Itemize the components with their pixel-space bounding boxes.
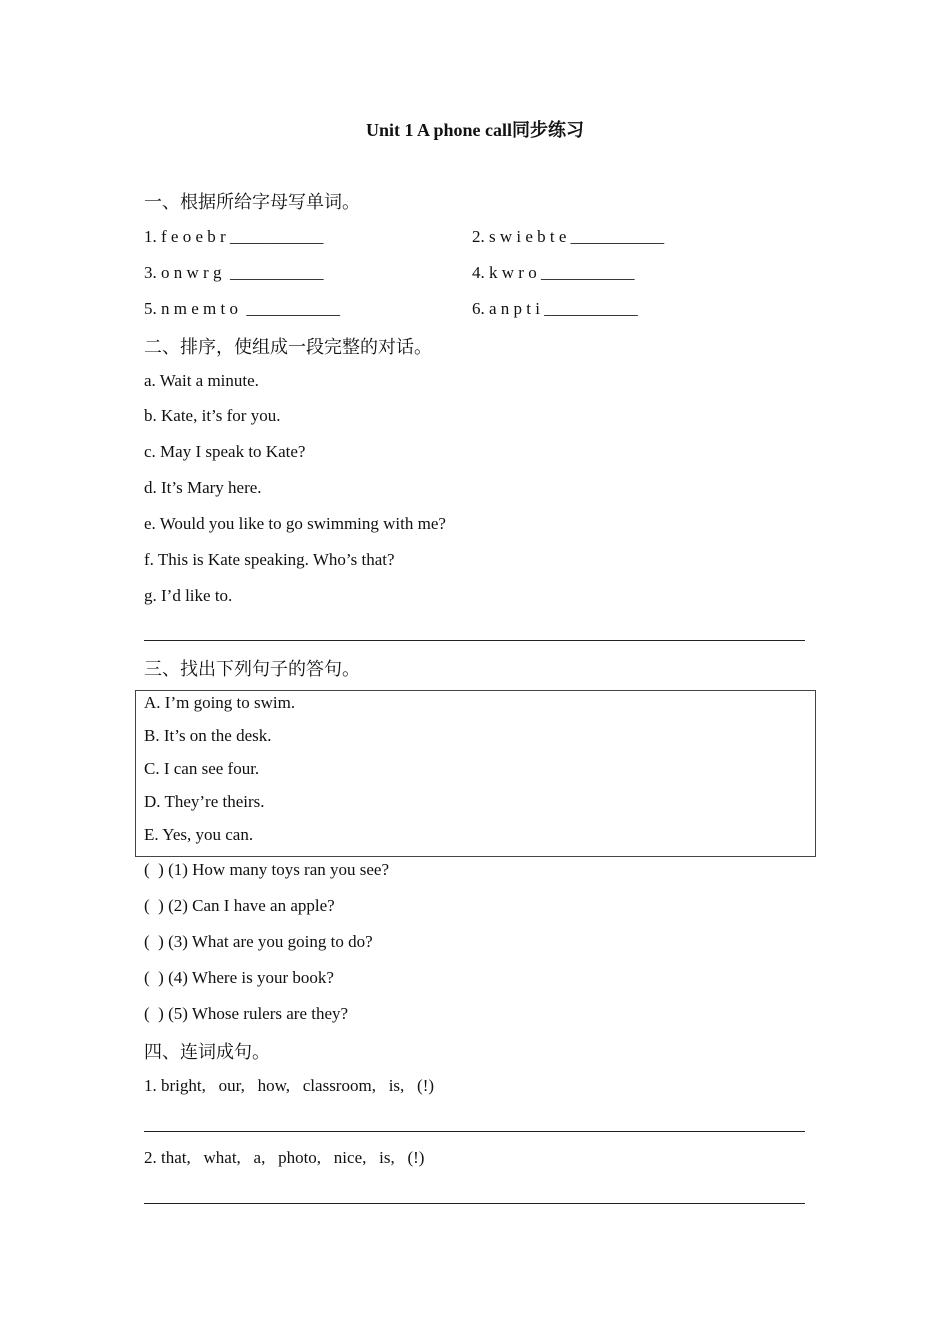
section4-heading: 四、连词成句。 <box>144 1042 270 1063</box>
option-a: A. I’m going to swim. <box>144 693 296 712</box>
dialogue-line-c: c. May I speak to Kate? <box>144 442 306 461</box>
word-item-6: 6. a n p t i ___________ <box>472 299 638 318</box>
answer-line-section2 <box>144 640 805 641</box>
word-item-1: 1. f e o e b r ___________ <box>144 227 324 246</box>
word-item-5: 5. n m e m t o ___________ <box>144 299 340 318</box>
section3-heading: 三、找出下列句子的答句。 <box>144 659 360 680</box>
dialogue-line-d: d. It’s Mary here. <box>144 478 262 497</box>
option-c: C. I can see four. <box>144 759 260 778</box>
question-2: ( ) (2) Can I have an apple? <box>144 896 335 915</box>
question-5: ( ) (5) Whose rulers are they? <box>144 1004 349 1023</box>
word-item-3: 3. o n w r g ___________ <box>144 263 324 282</box>
dialogue-line-f: f. This is Kate speaking. Who’s that? <box>144 550 395 569</box>
scramble-item-1: 1. bright, our, how, classroom, is, (!) <box>144 1076 435 1095</box>
scramble-item-2: 2. that, what, a, photo, nice, is, (!) <box>144 1148 425 1167</box>
answer-line-2 <box>144 1203 805 1204</box>
option-b: B. It’s on the desk. <box>144 726 272 745</box>
dialogue-line-b: b. Kate, it’s for you. <box>144 406 281 425</box>
section2-heading: 二、排序，使组成一段完整的对话。 <box>144 337 432 358</box>
worksheet-title: Unit 1 A phone call同步练习 <box>365 120 585 140</box>
dialogue-line-a: a. Wait a minute. <box>144 371 259 390</box>
dialogue-line-g: g. I’d like to. <box>144 586 233 605</box>
question-3: ( ) (3) What are you going to do? <box>144 932 373 951</box>
section1-heading: 一、根据所给字母写单词。 <box>144 192 360 213</box>
answer-line-1 <box>144 1131 805 1132</box>
word-item-4: 4. k w r o ___________ <box>472 263 635 282</box>
word-item-2: 2. s w i e b t e ___________ <box>472 227 665 246</box>
question-1: ( ) (1) How many toys ran you see? <box>144 860 390 879</box>
option-d: D. They’re theirs. <box>144 792 265 811</box>
dialogue-line-e: e. Would you like to go swimming with me? <box>144 514 446 533</box>
question-4: ( ) (4) Where is your book? <box>144 968 334 987</box>
option-e: E. Yes, you can. <box>144 825 254 844</box>
